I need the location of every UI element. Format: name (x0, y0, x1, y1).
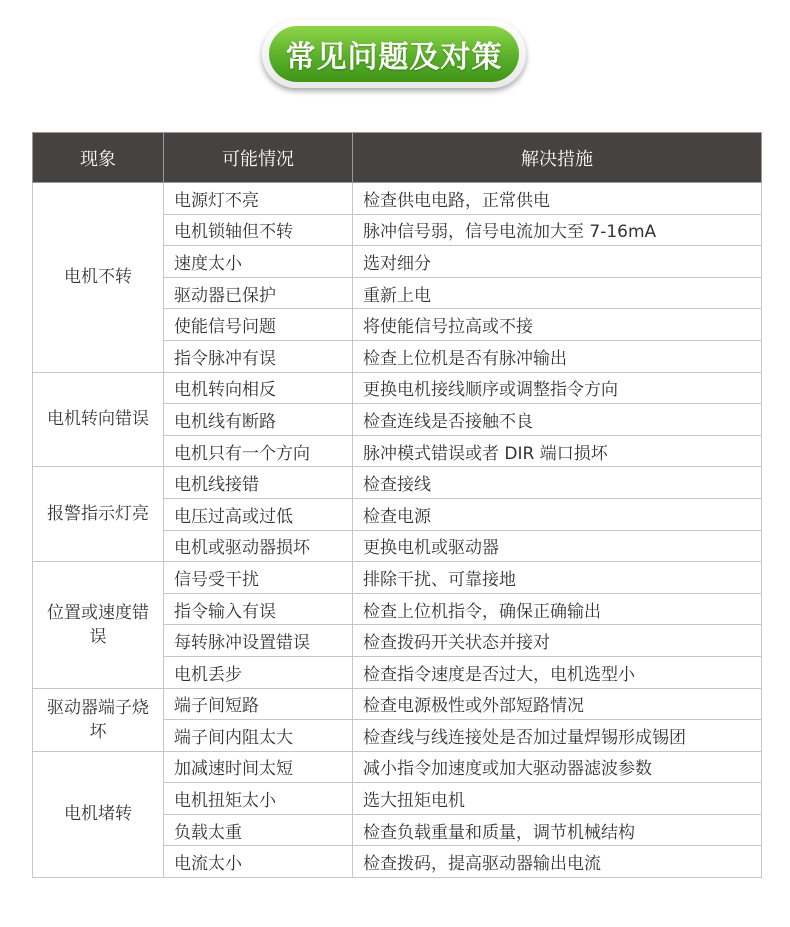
solution-cell: 将使能信号拉高或不接 (353, 309, 762, 341)
cause-cell: 速度太小 (164, 246, 353, 278)
solution-cell: 重新上电 (353, 277, 762, 309)
cause-cell: 电压过高或过低 (164, 498, 353, 530)
cause-cell: 负载太重 (164, 814, 353, 846)
solution-cell: 更换电机接线顺序或调整指令方向 (353, 372, 762, 404)
cause-cell: 电机转向相反 (164, 372, 353, 404)
table-row (33, 183, 762, 215)
cause-cell: 电机或驱动器损坏 (164, 530, 353, 562)
solution-cell: 检查拨码开关状态并接对 (353, 625, 762, 657)
table-row (33, 688, 762, 720)
header-cause: 可能情况 (164, 133, 353, 183)
table-row (33, 467, 762, 499)
symptom-cell: 电机不转 (33, 183, 164, 373)
cause-cell: 电流太小 (164, 846, 353, 878)
solution-cell: 检查线与线连接处是否加过量焊锡形成锡团 (353, 720, 762, 752)
solution-cell: 检查连线是否接触不良 (353, 404, 762, 436)
cause-cell: 电源灯不亮 (164, 183, 353, 215)
symptom-cell: 位置或速度错误 (33, 562, 164, 688)
cause-cell: 电机锁轴但不转 (164, 214, 353, 246)
solution-cell: 检查拨码，提高驱动器输出电流 (353, 846, 762, 878)
cause-cell: 指令输入有误 (164, 593, 353, 625)
solution-cell: 检查电源 (353, 498, 762, 530)
solution-cell: 检查负载重量和质量，调节机械结构 (353, 814, 762, 846)
solution-cell: 更换电机或驱动器 (353, 530, 762, 562)
solution-cell: 检查供电电路，正常供电 (353, 183, 762, 215)
cause-cell: 信号受干扰 (164, 562, 353, 594)
cause-cell: 电机扭矩太小 (164, 783, 353, 815)
cause-cell: 端子间内阻太大 (164, 720, 353, 752)
table-header-row (33, 133, 762, 183)
solution-cell: 排除干扰、可靠接地 (353, 562, 762, 594)
cause-cell: 电机丢步 (164, 656, 353, 688)
solution-cell: 脉冲信号弱，信号电流加大至 7-16mA (353, 214, 762, 246)
table-row (33, 372, 762, 404)
solution-cell: 选大扭矩电机 (353, 783, 762, 815)
header-symptom: 现象 (33, 133, 164, 183)
cause-cell: 电机线有断路 (164, 404, 353, 436)
solution-cell: 检查电源极性或外部短路情况 (353, 688, 762, 720)
solution-cell: 检查接线 (353, 467, 762, 499)
solution-cell: 检查指令速度是否过大，电机选型小 (353, 656, 762, 688)
cause-cell: 使能信号问题 (164, 309, 353, 341)
symptom-cell: 电机堵转 (33, 751, 164, 877)
cause-cell: 指令脉冲有误 (164, 340, 353, 372)
solution-cell: 检查上位机是否有脉冲输出 (353, 340, 762, 372)
symptom-cell: 电机转向错误 (33, 372, 164, 467)
solution-cell: 脉冲模式错误或者 DIR 端口损坏 (353, 435, 762, 467)
faq-table (32, 132, 762, 878)
cause-cell: 端子间短路 (164, 688, 353, 720)
solution-cell: 选对细分 (353, 246, 762, 278)
symptom-cell: 驱动器端子烧坏 (33, 688, 164, 751)
header-solution: 解决措施 (353, 133, 762, 183)
solution-cell: 减小指令加速度或加大驱动器滤波参数 (353, 751, 762, 783)
table-row (33, 751, 762, 783)
cause-cell: 加减速时间太短 (164, 751, 353, 783)
table-row (33, 562, 762, 594)
cause-cell: 每转脉冲设置错误 (164, 625, 353, 657)
cause-cell: 驱动器已保护 (164, 277, 353, 309)
cause-cell: 电机只有一个方向 (164, 435, 353, 467)
symptom-cell: 报警指示灯亮 (33, 467, 164, 562)
solution-cell: 检查上位机指令，确保正确输出 (353, 593, 762, 625)
page-title: 常见问题及对策 (269, 26, 519, 82)
table-body (33, 183, 762, 878)
cause-cell: 电机线接错 (164, 467, 353, 499)
title-badge (262, 20, 526, 88)
